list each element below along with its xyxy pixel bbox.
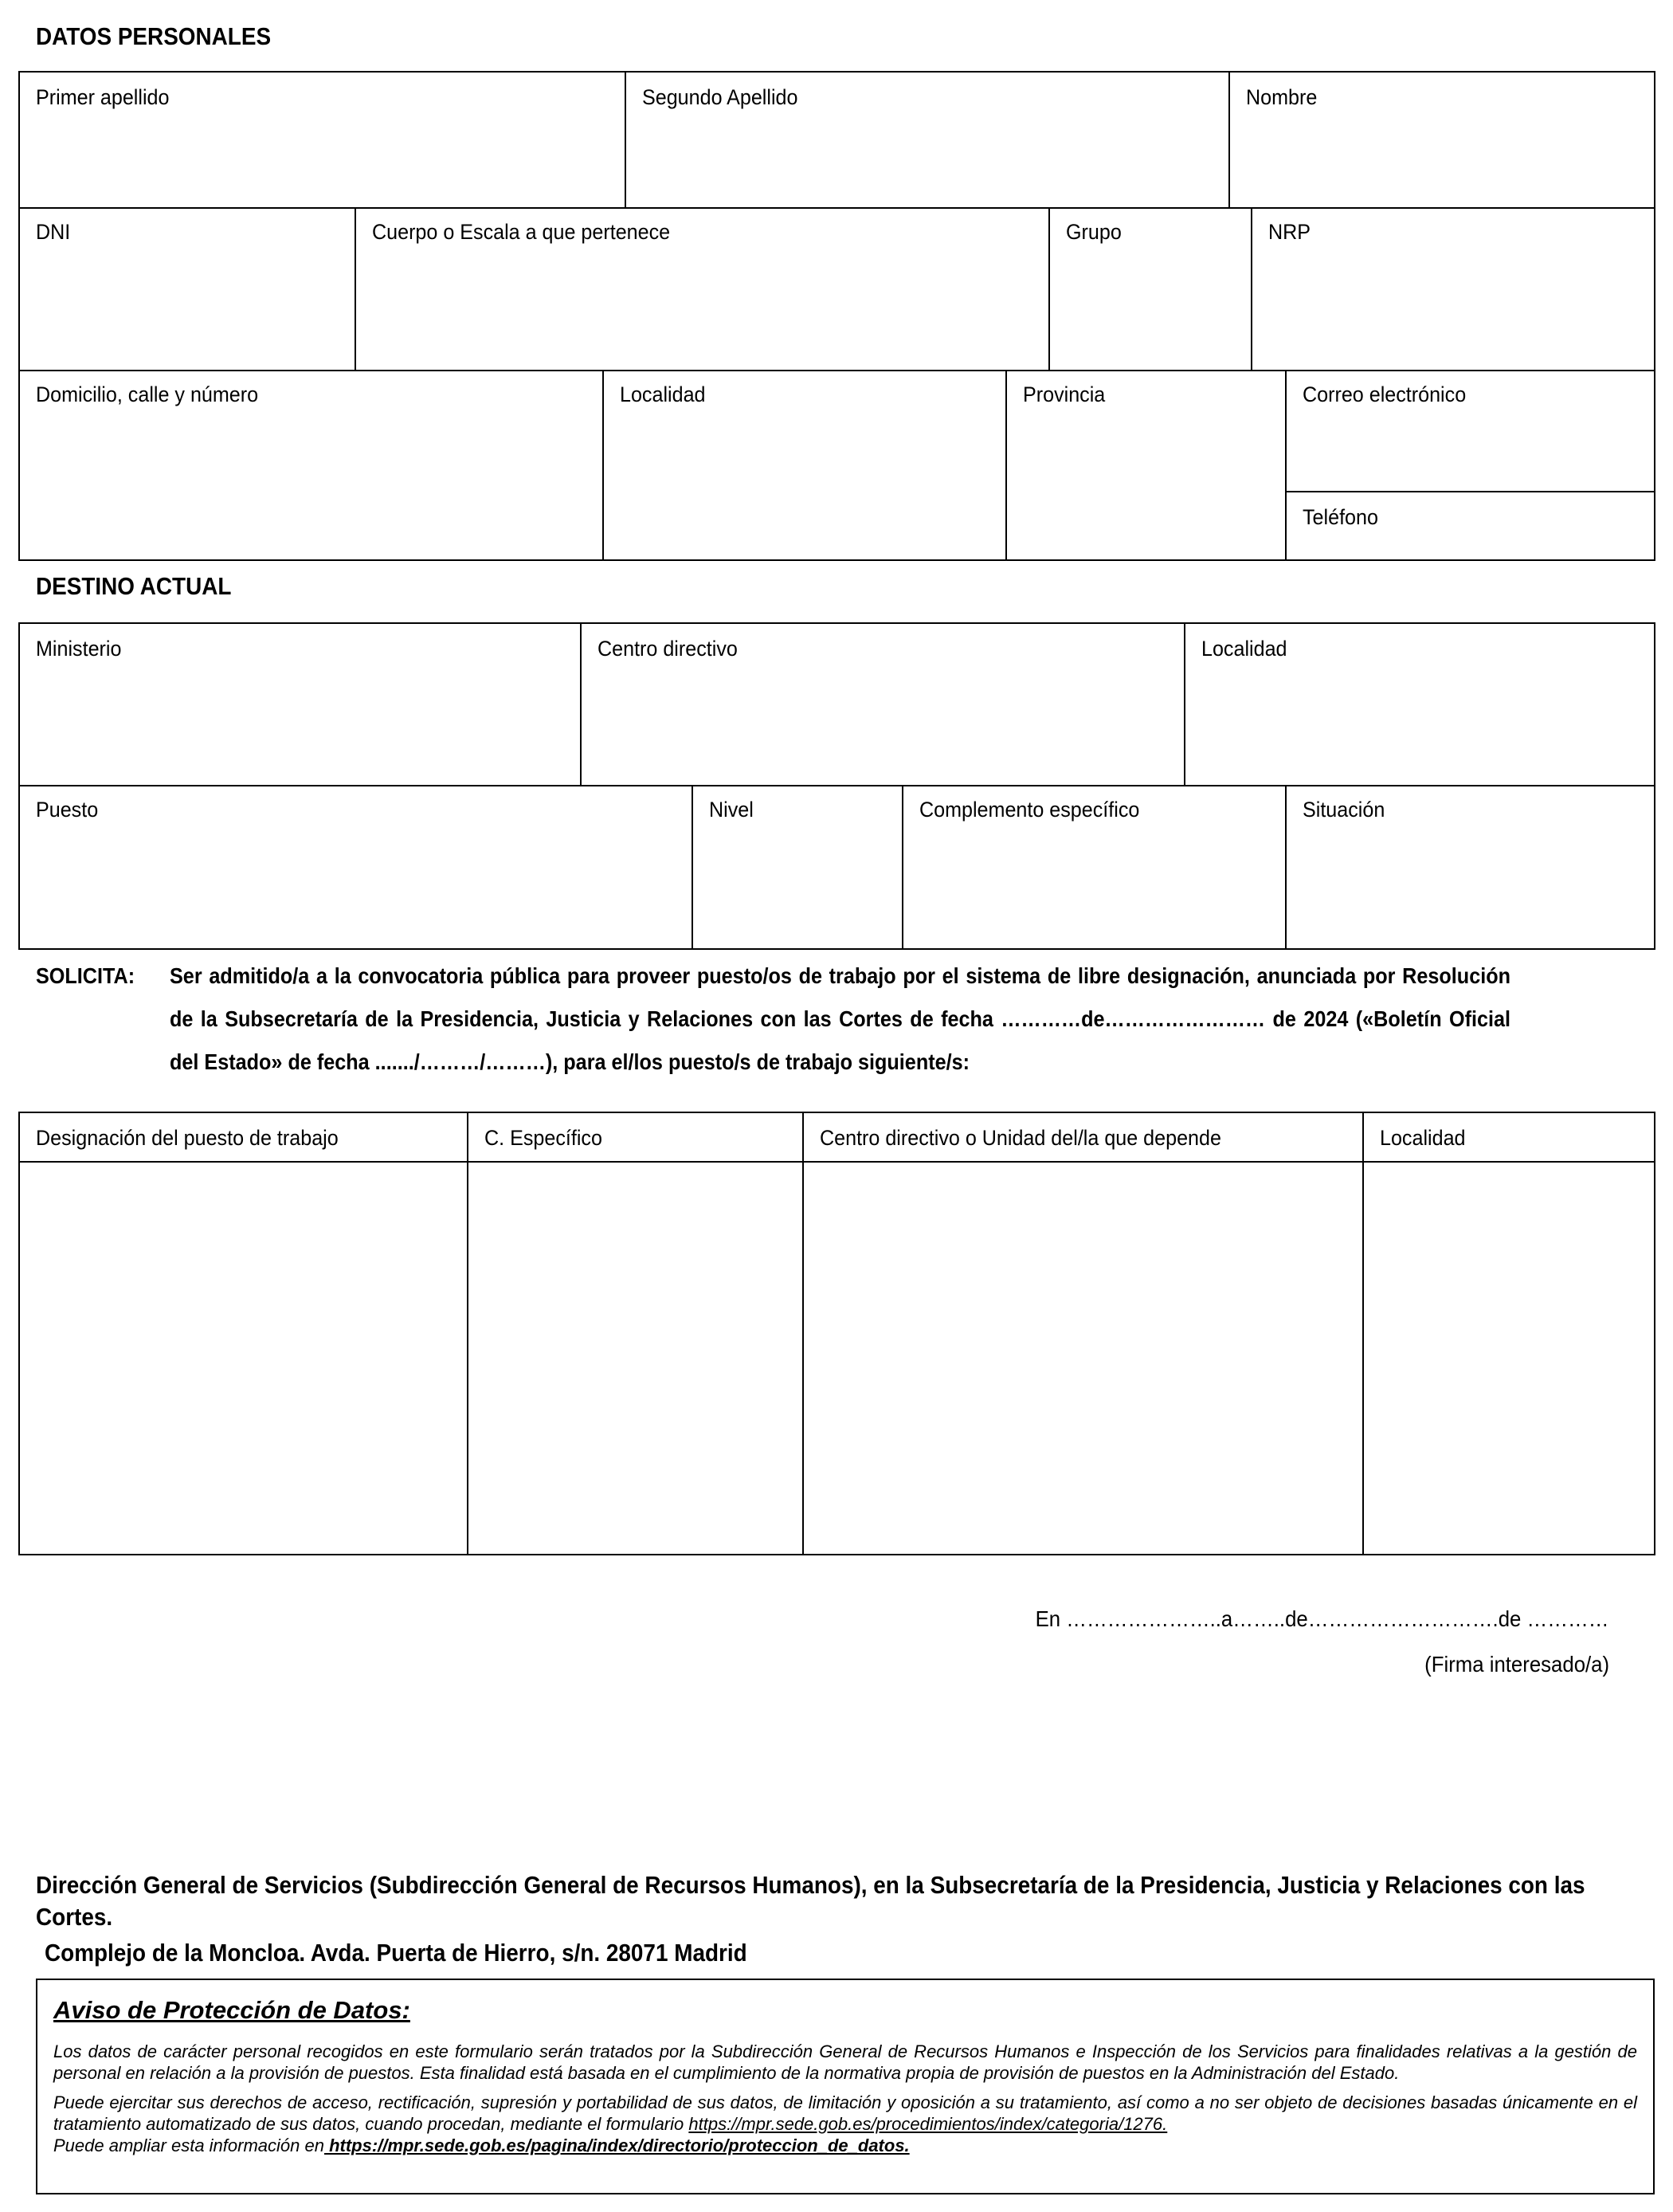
solicita-text: Ser admitido/a a la convocatoria pública para proveer puesto/os de trabajo por el sistema de libre designación, anunciada por Resolución de la Subsecretaría de la Presidencia, Justicia y Relaciones con las Cortes de fecha …………de…………………… de 2024 («Boletín Oficial del Estado» de fecha ......./………/………), para el/los puesto/s de trabajo siguiente/s:	[170, 963, 1510, 1074]
field-nombre[interactable]: Nombre	[1230, 73, 1654, 209]
column-header-designacion: Designación del puesto de trabajo	[20, 1113, 468, 1163]
field-localidad[interactable]: Localidad	[604, 370, 1007, 559]
field-destino-localidad[interactable]: Localidad	[1185, 624, 1654, 786]
destino-row-1	[18, 622, 1655, 786]
personal-row-1	[18, 71, 1655, 209]
field-provincia[interactable]: Provincia	[1007, 370, 1287, 559]
field-situacion[interactable]: Situación	[1303, 798, 1385, 822]
footer-direccion: Dirección General de Servicios (Subdirección General de Recursos Humanos), en la Subsecretaría de la Presidencia, Justicia y Relaciones con las Cortes.	[36, 1871, 1585, 1931]
field-grupo[interactable]: Grupo	[1050, 207, 1252, 371]
section-title-datos-personales: DATOS PERSONALES	[36, 22, 272, 50]
field-ministerio[interactable]: Ministerio	[20, 624, 582, 786]
field-centro-directivo[interactable]: Centro directivo	[582, 624, 1185, 786]
solicita-label: SOLICITA:	[36, 963, 135, 988]
personal-row-2	[18, 207, 1655, 371]
table-cell-c-especifico[interactable]	[468, 1163, 804, 1554]
table-cell-designacion[interactable]	[20, 1163, 468, 1554]
footer-complejo: Complejo de la Moncloa. Avda. Puerta de Hierro, s/n. 28071 Madrid	[45, 1939, 747, 1967]
privacy-link-formulario[interactable]: https://mpr.sede.gob.es/procedimientos/index/categoria/1276.	[688, 2114, 1168, 2134]
privacy-link-proteccion-datos[interactable]: https://mpr.sede.gob.es/pagina/index/directorio/proteccion_de_datos.	[323, 2136, 910, 2155]
field-dni[interactable]: DNI	[20, 207, 356, 371]
privacy-notice	[36, 1979, 1655, 2194]
privacy-paragraph-1: Los datos de carácter personal recogidos en este formulario serán tratados por la Subdirección General de Recursos Humanos e Inspección de los Servicios para finalidades relativas a la gestión de personal en relación a la provisión de puestos. Esta finalidad está basada en el cumplimiento de la normativa propia de provisión de puestos en la Administración del Estado.	[53, 2041, 1637, 2083]
field-segundo-apellido[interactable]: Segundo Apellido	[626, 73, 1230, 209]
personal-row-3	[18, 370, 1655, 561]
field-nivel[interactable]: Nivel	[693, 785, 903, 948]
field-cuerpo-escala[interactable]: Cuerpo o Escala a que pertenece	[356, 207, 1050, 371]
privacy-title: Aviso de Protección de Datos:	[53, 1996, 410, 2024]
column-header-localidad: Localidad	[1364, 1113, 1654, 1163]
table-cell-localidad[interactable]	[1364, 1163, 1654, 1554]
column-header-centro-directivo: Centro directivo o Unidad del/la que depende	[804, 1113, 1364, 1163]
field-telefono[interactable]: Teléfono	[1303, 505, 1378, 529]
column-header-c-especifico: C. Específico	[468, 1113, 804, 1163]
field-complemento-especifico[interactable]: Complemento específico	[903, 785, 1287, 948]
puestos-table	[18, 1112, 1655, 1555]
place-date-line: En …………………..a……..de……………………….de …………	[1036, 1606, 1609, 1631]
field-domicilio[interactable]: Domicilio, calle y número	[20, 370, 604, 559]
field-puesto[interactable]: Puesto	[20, 785, 693, 948]
field-primer-apellido[interactable]: Primer apellido	[20, 73, 626, 209]
destino-row-2	[18, 785, 1655, 950]
field-correo-electronico[interactable]: Correo electrónico	[1287, 370, 1654, 492]
table-cell-centro-directivo[interactable]	[804, 1163, 1364, 1554]
field-nrp[interactable]: NRP	[1252, 207, 1654, 371]
section-title-destino-actual: DESTINO ACTUAL	[36, 572, 232, 600]
privacy-paragraph-2: Puede ejercitar sus derechos de acceso, rectificación, supresión y portabilidad de sus datos, de limitación y oposición a su tratamiento, así como a no ser objeto de decisiones basadas únicamente en el tratamiento automatizado de sus datos, cuando procedan, mediante el formulario https://mpr.sede.gob.es/procedimientos/index/categoria/1276. Puede ampliar esta información en https://mpr.sede.gob.es/pagina/index/directorio/proteccion_de_datos.	[53, 2092, 1637, 2155]
firma-label: (Firma interesado/a)	[1424, 1652, 1609, 1677]
